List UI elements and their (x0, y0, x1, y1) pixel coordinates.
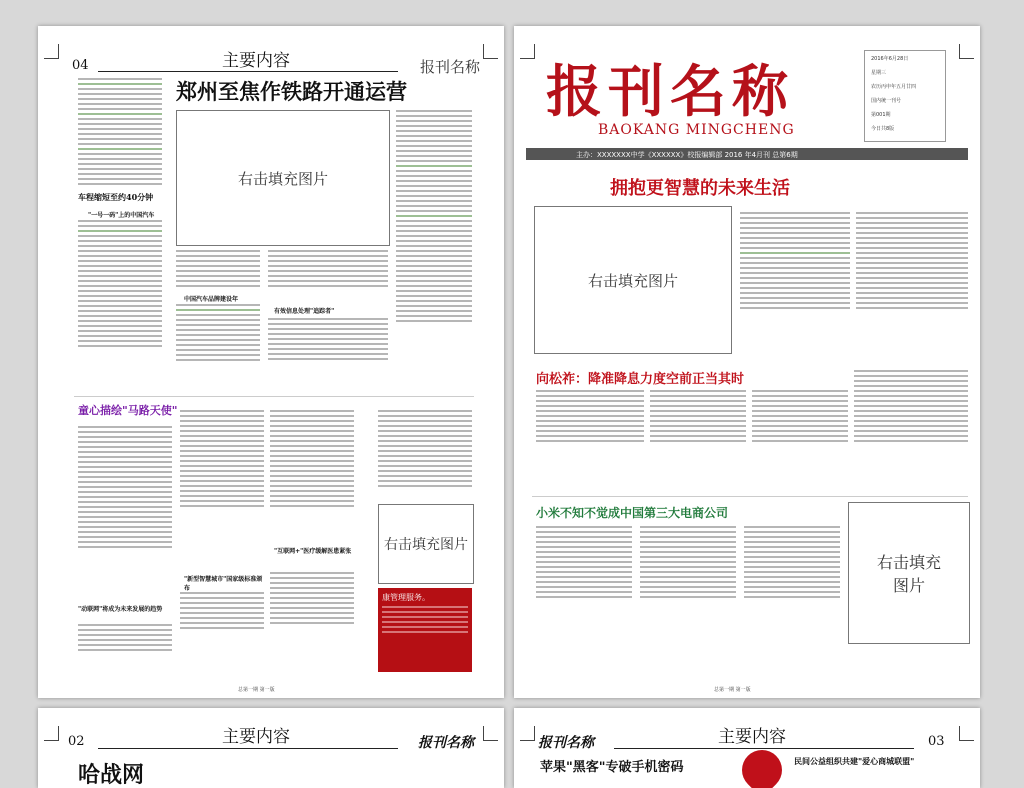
image-placeholder[interactable] (534, 206, 732, 354)
headline: 拥抱更智慧的未来生活 (610, 178, 790, 199)
info-line-2: 星期三 (871, 70, 887, 76)
info-line-4: 国内统一刊号 (871, 98, 902, 104)
column-sub-1: "新型智慧城市"国家级标准颁布 (184, 576, 263, 592)
right-page (514, 26, 980, 698)
sub-head-1: 车程缩短至约40分钟 (78, 192, 154, 202)
crop-mark (44, 44, 59, 59)
column-text-lower-d (270, 572, 354, 627)
feature-text (78, 426, 172, 551)
main-headline: 郑州至焦作铁路开通运营 (176, 79, 407, 104)
crop-mark (959, 44, 974, 59)
partial-headline-2: 民间公益组织共建"爱心商城联盟" (794, 756, 915, 766)
left-column-text (78, 78, 162, 188)
masthead-name: 报刊名称 (420, 58, 481, 76)
footer: 总第一期 第一版 (238, 687, 275, 693)
banner-text: 主办：XXXXXXX中学《XXXXXX》校报编辑部 2016 年4月刊 总第6期 (576, 151, 798, 159)
crop-mark (483, 726, 498, 741)
header-rule (98, 748, 398, 749)
column-text-lower-a (180, 410, 264, 510)
middle-column-text-4 (268, 318, 388, 363)
crop-mark (44, 726, 59, 741)
feature-text-2 (78, 624, 172, 654)
column-text-lower-b (180, 592, 264, 632)
info-line-6: 今日共8版 (871, 126, 895, 132)
column-text-lower-c (270, 410, 354, 510)
masthead-name: 报刊名称 (538, 735, 594, 751)
article-text-f (854, 370, 968, 445)
partial-headline: 哈战网 (78, 762, 145, 788)
page-number: 03 (928, 734, 945, 749)
crop-mark (520, 44, 535, 59)
image-placeholder-label: 右击填充 图片 (876, 553, 941, 595)
image-placeholder[interactable] (176, 110, 390, 246)
banner (526, 148, 968, 160)
image-placeholder-label: 右击填充图片 (237, 169, 328, 188)
page-number: 04 (72, 58, 89, 73)
sub-head-2: "一号一码"上的中国汽车 (88, 212, 155, 219)
article-text-h (640, 526, 736, 601)
section-divider (532, 496, 968, 497)
left-column-text-2 (78, 220, 162, 350)
masthead-name: 报刊名称 (418, 735, 474, 751)
feature-sub: "动联网"将成为未来发展的趋势 (78, 606, 163, 613)
crop-mark (483, 44, 498, 59)
info-line-3: 农历丙申年五月廿四 (871, 84, 917, 90)
headline-2: 向松祚：降准降息力度空前正当其时 (536, 372, 745, 387)
middle-column-text-3 (268, 250, 388, 290)
sub-head-3: 中国汽车品牌建设年 (184, 296, 239, 303)
red-box-text (382, 606, 468, 636)
sub-head-4: 有效信息处理"追踪者" (274, 308, 335, 315)
image-placeholder-label: 右击填充图片 (384, 537, 468, 553)
article-text-e (752, 390, 848, 445)
info-box (864, 50, 946, 142)
crop-mark (959, 726, 974, 741)
masthead-title: 报刊名称 (546, 59, 794, 125)
red-box-title: 康管理服务。 (382, 593, 430, 602)
column-text-lower-e (378, 410, 472, 490)
left-page (38, 26, 504, 698)
red-box (378, 588, 472, 672)
image-placeholder-label: 右击填充图片 (587, 271, 678, 290)
crop-mark (520, 726, 535, 741)
image-placeholder-2[interactable] (848, 502, 970, 644)
header-rule (98, 71, 398, 72)
article-text-g (536, 526, 632, 601)
article-text-a (740, 212, 850, 312)
middle-column-text-2 (176, 304, 260, 364)
image-placeholder-2[interactable] (378, 504, 474, 584)
info-line-5: 第001期 (871, 112, 891, 118)
right-column-text (396, 110, 472, 325)
section-header-label: 主要内容 (718, 727, 786, 747)
article-text-i (744, 526, 840, 601)
masthead-pinyin: BAOKANG MINGCHENG (598, 122, 795, 138)
feature-title: 童心描绘"马路天使" (78, 404, 178, 417)
middle-column-text (176, 250, 260, 290)
article-text-d (650, 390, 746, 445)
headline-3: 小米不知不觉成中国第三大电商公司 (536, 506, 729, 520)
article-text-c (536, 390, 644, 445)
column-sub-2: "互联网+"医疗缓解医患紧张 (274, 548, 352, 555)
article-text-b (856, 212, 968, 312)
partial-headline: 苹果"黑客"专破手机密码 (540, 760, 684, 775)
section-header-label: 主要内容 (222, 727, 290, 747)
section-divider (74, 396, 474, 397)
section-header-label: 主要内容 (222, 51, 290, 71)
page-number: 02 (68, 734, 85, 749)
bottom-right-page (514, 708, 980, 788)
footer: 总第一期 第一版 (714, 687, 751, 693)
bottom-left-page (38, 708, 504, 788)
info-line-1: 2016年6月28日 (871, 56, 909, 62)
